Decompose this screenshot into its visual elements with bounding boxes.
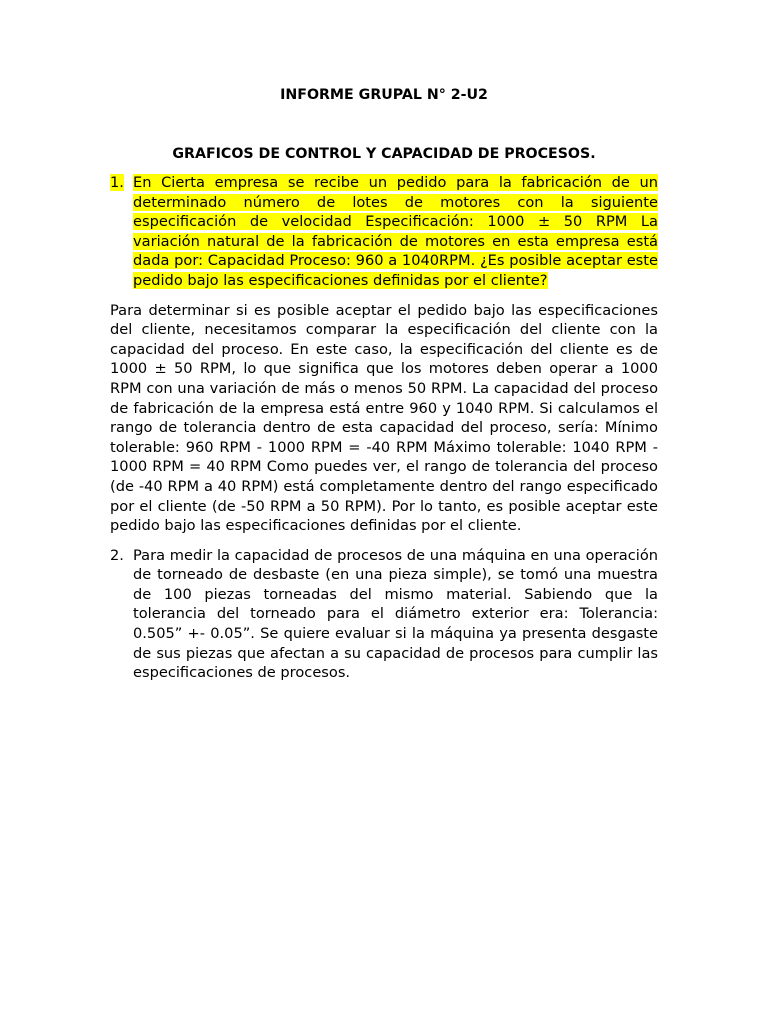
question-number-1: 1. [110,174,124,191]
question-item-2 [110,546,658,683]
question-number-2: 2. [110,546,124,564]
question-text-1: En Cierta empresa se recibe un pedido para la fabricación de un determinado número de lotes de motores con la siguiente especificación de velocidad Especificación: 1000 ± 50 RPM La variación natural de la fabricación de motores en esta empresa está dada por: Capacidad Proceso: 960 a 1040RPM. ¿Es posible aceptar este pedido bajo las especificaciones definidas por el cliente? [133,174,658,289]
document-subtitle: GRAFICOS DE CONTROL Y CAPACIDAD DE PROCESOS. [172,146,596,162]
question-item-1 [110,173,658,291]
answer-paragraph: Para determinar si es posible aceptar el pedido bajo las especificaciones del cliente, necesitamos comparar la especificación del cliente con la capacidad del proceso. En este caso, la especificación del cliente es de 1000 ± 50 RPM, lo que significa que los motores deben operar a 1000 RPM con una variación de más o menos 50 RPM. La capacidad del proceso de fabricación de la empresa está entre 960 y 1040 RPM. Si calculamos el rango de tolerancia dentro de esta capacidad del proceso, sería: Mínimo tolerable: 960 RPM - 1000 RPM = -40 RPM Máximo tolerable: 1040 RPM - 1000 RPM = 40 RPM Como puedes ver, el rango de tolerancia del proceso (de -40 RPM a 40 RPM) está completamente dentro del rango especificado por el cliente (de -50 RPM a 50 RPM). Por lo tanto, es posible aceptar este pedido bajo las especificaciones definidas por el cliente. [110,301,658,535]
document-title: INFORME GRUPAL N° 2-U2 [280,87,488,103]
question-text-2: Para medir la capacidad de procesos de una máquina en una operación de torneado de desbaste (en una pieza simple), se tomó una muestra de 100 piezas torneadas del mismo material. Sabiendo que la tolerancia del torneado para el diámetro exterior era: Tolerancia: 0.505” +- 0.05”. Se quiere evaluar si la máquina ya presenta desgaste de sus piezas que afectan a su capacidad de procesos para cumplir las especificaciones de procesos. [133,546,658,682]
document-body [110,173,658,693]
